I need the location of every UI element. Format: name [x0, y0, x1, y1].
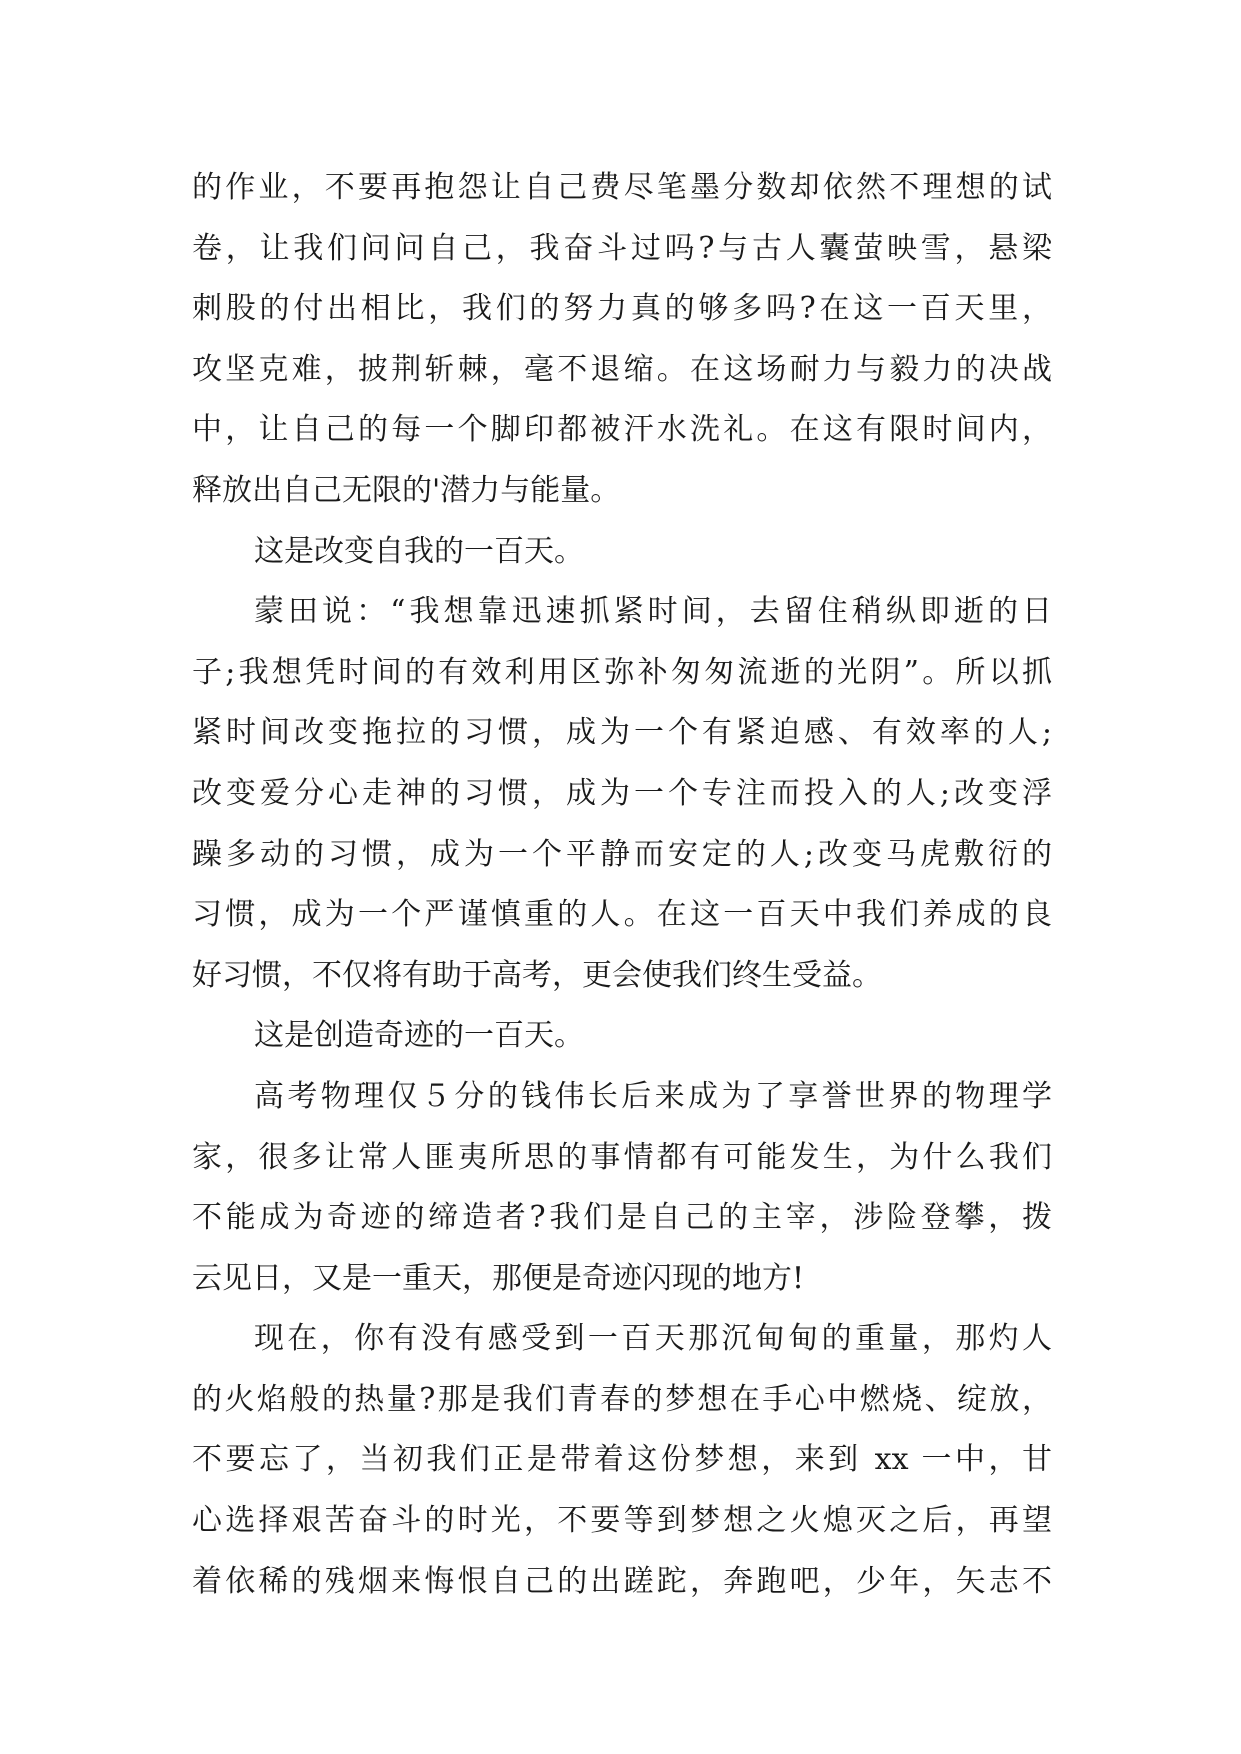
text-line: 习惯，成为一个严谨慎重的人。在这一百天中我们养成的良 [192, 897, 1052, 933]
text-line: 家，很多让常人匪夷所思的事情都有可能发生，为什么我们 [192, 1139, 1052, 1175]
body-text [192, 158, 1052, 1612]
text-line: 好习惯，不仅将有助于高考，更会使我们终生受益。 [192, 957, 882, 993]
text-line: 的作业，不要再抱怨让自己费尽笔墨分数却依然不理想的试 [192, 170, 1052, 205]
text-line: 云见日，又是一重天，那便是奇迹闪现的地方! [192, 1260, 805, 1296]
text-line: 改变爱分心走神的习惯，成为一个专注而投入的人;改变浮 [192, 775, 1052, 811]
text-line: 现在，你有没有感受到一百天那沉甸甸的重量，那灼人 [254, 1321, 1052, 1357]
text-line: 的火焰般的热量?那是我们青春的梦想在手心中燃烧、绽放， [192, 1381, 1052, 1417]
text-line: 蒙田说：“我想靠迅速抓紧时间，去留住稍纵即逝的日 [254, 594, 1052, 630]
text-line: 释放出自己无限的'潜力与能量。 [192, 472, 621, 508]
text-line: 不能成为奇迹的缔造者?我们是自己的主宰，涉险登攀，拨 [192, 1200, 1052, 1236]
text-line: 着依稀的残烟来悔恨自己的出蹉跎，奔跑吧，少年，矢志不 [192, 1563, 1052, 1599]
text-line: 子;我想凭时间的有效利用区弥补匆匆流逝的光阴”。所以抓 [192, 654, 1052, 690]
text-line: 攻坚克难，披荆斩棘，毫不退缩。在这场耐力与毅力的决战 [192, 351, 1052, 387]
text-line: 刺股的付出相比，我们的努力真的够多吗?在这一百天里， [192, 291, 1052, 327]
section-heading-line: 这是改变自我的一百天。 [254, 533, 584, 569]
text-line: 不要忘了，当初我们正是带着这份梦想，来到 xx 一中，甘 [192, 1442, 1052, 1478]
text-line: 心选择艰苦奋斗的时光，不要等到梦想之火熄灭之后，再望 [192, 1503, 1052, 1539]
section-heading-line: 这是创造奇迹的一百天。 [254, 1018, 584, 1054]
text-line: 高考物理仅５分的钱伟长后来成为了享誉世界的物理学 [254, 1078, 1052, 1114]
text-line: 躁多动的习惯，成为一个平静而安定的人;改变马虎敷衍的 [192, 836, 1052, 872]
text-line: 卷，让我们问问自己，我奋斗过吗?与古人囊萤映雪，悬梁 [192, 230, 1052, 266]
text-line: 中，让自己的每一个脚印都被汗水洗礼。在这有限时间内， [192, 412, 1052, 448]
text-line: 紧时间改变拖拉的习惯，成为一个有紧迫感、有效率的人; [192, 715, 1052, 751]
